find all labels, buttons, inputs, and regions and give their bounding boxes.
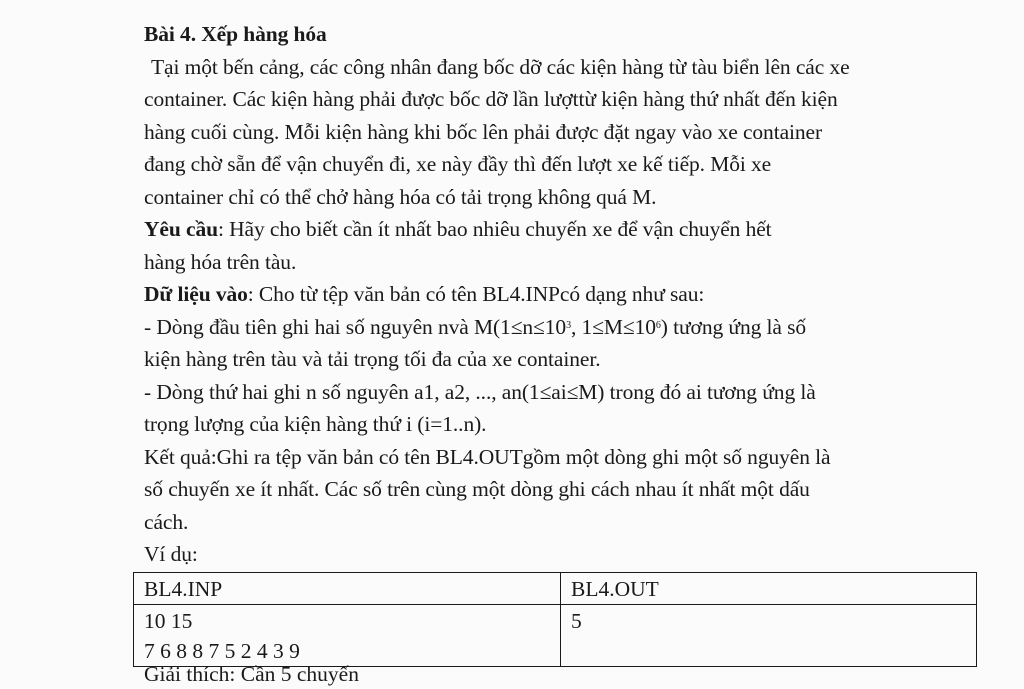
paragraph-line: hàng cuối cùng. Mỗi kiện hàng khi bốc lên phải được đặt ngay vào xe container [144,119,823,144]
table-header-row [134,573,977,605]
table-cell-output: 5 [561,605,977,667]
superscript: 6 [655,319,661,331]
requirement-line-2: hàng hóa trên tàu. [144,249,297,274]
example-label: Ví dụ: [144,542,198,566]
input-text: : Cho từ tệp văn bản có tên BL4.INPcó dạng như sau: [247,282,705,306]
paragraph-line: container chỉ có thể chở hàng hóa có tải trọng không quá M. [144,184,657,209]
input-line: trọng lượng của kiện hàng thứ i (i=1..n). [144,412,487,436]
requirement-label: Yêu cầu [144,217,218,241]
table-header-output: BL4.OUT [561,573,977,605]
cut-off-line: Giải thích: Cần 5 chuyến [144,662,359,686]
requirement-line [144,213,1004,246]
output-line: cách. [144,509,189,534]
table-header-input: BL4.INP [134,573,561,605]
input-line: kiện hàng trên tàu và tải trọng tối đa của xe container. [144,347,601,371]
paragraph-line: container. Các kiện hàng phải được bốc dỡ lần lượttừ kiện hàng thứ nhất đến kiện [144,87,838,111]
output-line: Kết quả:Ghi ra tệp văn bản có tên BL4.OUTgồm một dòng ghi một số nguyên là [144,444,831,469]
example-table [133,572,977,667]
output-line: số chuyến xe ít nhất. Các số trên cùng một dòng ghi cách nhau ít nhất một dấu [144,477,810,501]
input-line: - Dòng đầu tiên ghi hai số nguyên nvà $M(1\le n\le 10^3$, $1\le M\le 10^6$) tương ứng là số [144,314,807,339]
document [144,18,1004,571]
input-line: - Dòng thứ hai ghi n số nguyên a1, a2, ..., an(1≤ai≤M) trong đó ai tương ứng là [144,379,816,404]
input-data-line: 7 6 8 8 7 5 2 4 3 9 [144,639,300,663]
table-cell-input [134,605,561,667]
input-heading [144,278,1004,311]
input-label: Dữ liệu vào [144,282,248,306]
problem-title: Bài 4. Xếp hàng hóa [144,22,327,46]
input-data-line: 10 15 [144,609,193,633]
superscript: 3 [566,319,571,331]
paragraph-line: Tại một bến cảng, các công nhân đang bốc dỡ các kiện hàng từ tàu biển lên các xe [151,54,850,79]
paragraph-line: đang chờ sẵn để vận chuyển đi, xe này đầy thì đến lượt xe kế tiếp. Mỗi xe [144,152,772,176]
table-row [134,605,977,667]
requirement-text: : Hãy cho biết cần ít nhất bao nhiêu chuyến xe để vận chuyển hết [217,217,772,241]
